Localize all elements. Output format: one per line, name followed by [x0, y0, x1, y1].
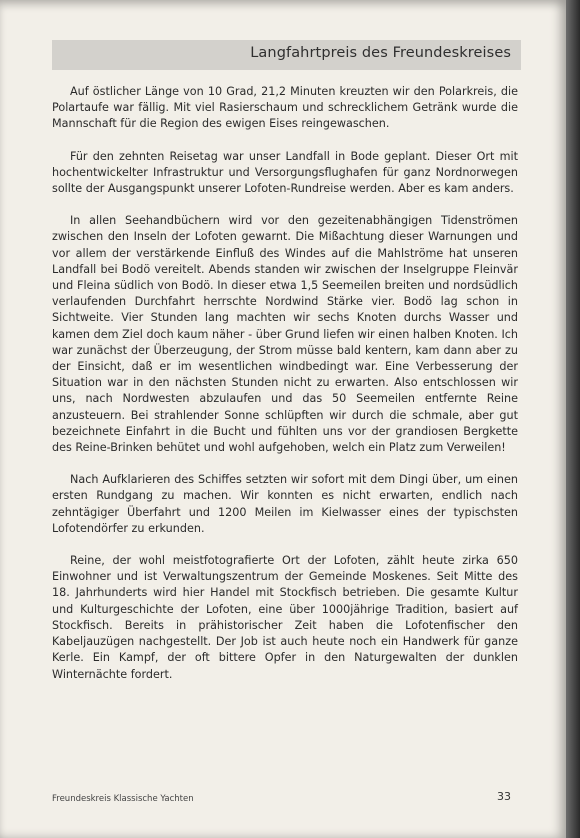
- paragraph: Nach Aufklarieren des Schiffes setzten wir sofort mit dem Dingi über, um einen ersten Rundgang zu machen. Wir konnten es nicht erwarten, endlich nach zehntägiger Überfahrt und 1200 Meilen im Kielwasser eines der typischsten Lofotendörfer zu erkunden.: [52, 473, 518, 535]
- book-spine-shadow: [566, 0, 580, 838]
- paragraph: Reine, der wohl meistfotografierte Ort der Lofoten, zählt heute zirka 650 Einwohner und ist Verwaltungszentrum der Gemeinde Moskenes. Seit Mitte des 18. Jahrhunderts wird hier Handel mit Stockfisch betrieben. Die gesamte Kultur und Kulturgeschichte der Lofoten, eine über 1000jährige Tradition, basiert auf Stockfisch. Bereits in prähistorischer Zeit haben die Lofotenfischer den Kabeljauzügen nachgestellt. Der Job ist auch heute noch ein Handwerk für ganze Kerle. Ein Kampf, der oft bittere Opfer in den Naturgewalten der dunklen Winternächte fordert.: [52, 554, 518, 681]
- header-bar: [52, 40, 521, 70]
- paragraph: Für den zehnten Reisetag war unser Landfall in Bode geplant. Dieser Ort mit hochentwickelter Infrastruktur und Versorgungsflughafen für ganz Nordnorwegen sollte der Ausgangspunkt unserer Lofoten-Rundreise werden. Aber es kam anders.: [52, 149, 518, 196]
- page-title: Langfahrtpreis des Freundeskreises: [250, 45, 511, 61]
- article-body: [52, 84, 518, 699]
- paragraph: In allen Seehandbüchern wird vor den gezeitenabhängigen Tidenströmen zwischen den Inseln der Lofoten gewarnt. Die Mißachtung dieser Warnungen und vor allem der verstärkende Einfluß des Windes auf die Mahlströme hat unseren Landfall bei Bodö vereitelt. Abends standen wir zwischen der Inselgruppe Fleinvär und Fleina südlich von Bodö. In dieser etwa 1,5 Seemeilen breiten und nordsüdlich verlaufenden Durchfahrt herrschte Nordwind Stärke vier. Bodö lag schon in Sichtweite. Vier Stunden lang machten wir sechs Knoten durchs Wasser und kamen dem Ziel doch kaum näher - über Grund liefen wir einen halben Knoten. Ich war zunächst der Überzeugung, der Strom müsse bald kentern, kam dann aber zu der Einsicht, daß er im wesentlichen windbedingt war. Eine Verbesserung der Situation war in den nächsten Stunden nicht zu erwarten. Also entschlossen wir uns, nach Nordwesten abzulaufen und das 50 Seemeilen entfernte Reine anzusteuern. Bei strahlender Sonne schlüpften wir durch die schmale, aber gut bezeichnete Einfahrt in die Bucht und fühlten uns vor der grandiosen Bergkette des Reine-Brinken behütet und wohl aufgehoben, welch ein Platz zum Verweilen!: [52, 214, 518, 455]
- footer-publication: Freundeskreis Klassische Yachten: [52, 794, 194, 804]
- page-number: 33: [497, 790, 511, 803]
- paragraph: Auf östlicher Länge von 10 Grad, 21,2 Minuten kreuzten wir den Polarkreis, die Polartaufe war fällig. Mit viel Rasierschaum und schrecklichem Getränk wurde die Mannschaft für die Region des ewigen Eises reingewaschen.: [52, 85, 518, 131]
